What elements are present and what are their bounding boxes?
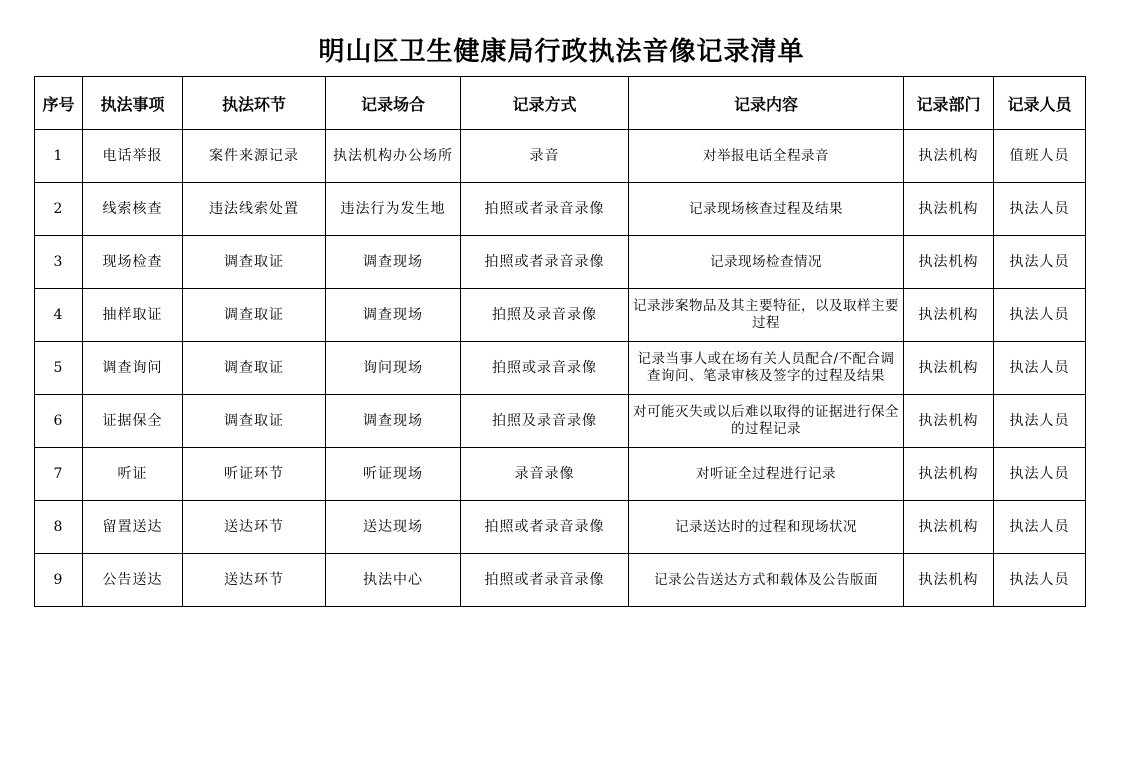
table-row xyxy=(35,448,1086,501)
cell-stage: 调查取证 xyxy=(183,342,326,395)
cell-dept: 执法机构 xyxy=(904,236,994,289)
cell-stage: 调查取证 xyxy=(183,289,326,342)
header-item: 执法事项 xyxy=(83,77,183,130)
cell-content: 对举报电话全程录音 xyxy=(629,130,904,183)
cell-method: 拍照或者录音录像 xyxy=(461,236,629,289)
cell-item: 公告送达 xyxy=(83,554,183,607)
header-place: 记录场合 xyxy=(326,77,461,130)
cell-content: 记录现场检查情况 xyxy=(629,236,904,289)
cell-staff: 执法人员 xyxy=(994,342,1086,395)
cell-dept: 执法机构 xyxy=(904,448,994,501)
cell-stage: 违法线索处置 xyxy=(183,183,326,236)
cell-seq: 1 xyxy=(35,130,83,183)
table-body xyxy=(35,130,1086,607)
header-content: 记录内容 xyxy=(629,77,904,130)
table-header-row xyxy=(35,77,1086,130)
cell-seq: 5 xyxy=(35,342,83,395)
page-title: 明山区卫生健康局行政执法音像记录清单 xyxy=(318,37,805,67)
cell-staff: 执法人员 xyxy=(994,395,1086,448)
cell-dept: 执法机构 xyxy=(904,130,994,183)
cell-item: 听证 xyxy=(83,448,183,501)
record-table xyxy=(34,76,1086,607)
cell-stage: 调查取证 xyxy=(183,395,326,448)
cell-staff: 执法人员 xyxy=(994,554,1086,607)
cell-staff: 值班人员 xyxy=(994,130,1086,183)
cell-place: 执法机构办公场所 xyxy=(326,130,461,183)
cell-place: 询问现场 xyxy=(326,342,461,395)
cell-dept: 执法机构 xyxy=(904,183,994,236)
cell-seq: 9 xyxy=(35,554,83,607)
cell-method: 录音 xyxy=(461,130,629,183)
cell-dept: 执法机构 xyxy=(904,289,994,342)
header-method: 记录方式 xyxy=(461,77,629,130)
cell-content: 记录当事人或在场有关人员配合/不配合调查询问、笔录审核及签字的过程及结果 xyxy=(629,342,904,395)
cell-method: 拍照或者录音录像 xyxy=(461,183,629,236)
cell-method: 录音录像 xyxy=(461,448,629,501)
cell-item: 调查询问 xyxy=(83,342,183,395)
cell-item: 线索核查 xyxy=(83,183,183,236)
cell-dept: 执法机构 xyxy=(904,395,994,448)
cell-item: 现场检查 xyxy=(83,236,183,289)
header-staff: 记录人员 xyxy=(994,77,1086,130)
cell-method: 拍照及录音录像 xyxy=(461,395,629,448)
cell-content: 记录送达时的过程和现场状况 xyxy=(629,501,904,554)
cell-place: 听证现场 xyxy=(326,448,461,501)
table-row xyxy=(35,501,1086,554)
cell-place: 调查现场 xyxy=(326,395,461,448)
cell-item: 抽样取证 xyxy=(83,289,183,342)
cell-place: 违法行为发生地 xyxy=(326,183,461,236)
cell-staff: 执法人员 xyxy=(994,183,1086,236)
cell-seq: 8 xyxy=(35,501,83,554)
cell-staff: 执法人员 xyxy=(994,448,1086,501)
cell-seq: 2 xyxy=(35,183,83,236)
cell-place: 调查现场 xyxy=(326,236,461,289)
header-seq: 序号 xyxy=(35,77,83,130)
cell-method: 拍照或者录音录像 xyxy=(461,554,629,607)
cell-stage: 案件来源记录 xyxy=(183,130,326,183)
cell-seq: 7 xyxy=(35,448,83,501)
cell-dept: 执法机构 xyxy=(904,554,994,607)
table-row xyxy=(35,554,1086,607)
cell-content: 记录涉案物品及其主要特征，以及取样主要过程 xyxy=(629,289,904,342)
cell-place: 送达现场 xyxy=(326,501,461,554)
cell-place: 调查现场 xyxy=(326,289,461,342)
cell-staff: 执法人员 xyxy=(994,501,1086,554)
cell-method: 拍照或录音录像 xyxy=(461,342,629,395)
cell-content: 对可能灭失或以后难以取得的证据进行保全的过程记录 xyxy=(629,395,904,448)
header-dept: 记录部门 xyxy=(904,77,994,130)
cell-content: 对听证全过程进行记录 xyxy=(629,448,904,501)
cell-staff: 执法人员 xyxy=(994,289,1086,342)
table-row xyxy=(35,395,1086,448)
cell-seq: 6 xyxy=(35,395,83,448)
table-row xyxy=(35,289,1086,342)
table-row xyxy=(35,183,1086,236)
cell-content: 记录现场核查过程及结果 xyxy=(629,183,904,236)
header-stage: 执法环节 xyxy=(183,77,326,130)
cell-seq: 4 xyxy=(35,289,83,342)
cell-item: 证据保全 xyxy=(83,395,183,448)
table-row xyxy=(35,236,1086,289)
cell-stage: 送达环节 xyxy=(183,554,326,607)
cell-item: 留置送达 xyxy=(83,501,183,554)
table-row xyxy=(35,130,1086,183)
cell-staff: 执法人员 xyxy=(994,236,1086,289)
cell-seq: 3 xyxy=(35,236,83,289)
cell-stage: 送达环节 xyxy=(183,501,326,554)
cell-stage: 调查取证 xyxy=(183,236,326,289)
table-row xyxy=(35,342,1086,395)
cell-content: 记录公告送达方式和载体及公告版面 xyxy=(629,554,904,607)
cell-item: 电话举报 xyxy=(83,130,183,183)
cell-dept: 执法机构 xyxy=(904,342,994,395)
cell-place: 执法中心 xyxy=(326,554,461,607)
cell-method: 拍照或者录音录像 xyxy=(461,501,629,554)
cell-stage: 听证环节 xyxy=(183,448,326,501)
cell-dept: 执法机构 xyxy=(904,501,994,554)
cell-method: 拍照及录音录像 xyxy=(461,289,629,342)
